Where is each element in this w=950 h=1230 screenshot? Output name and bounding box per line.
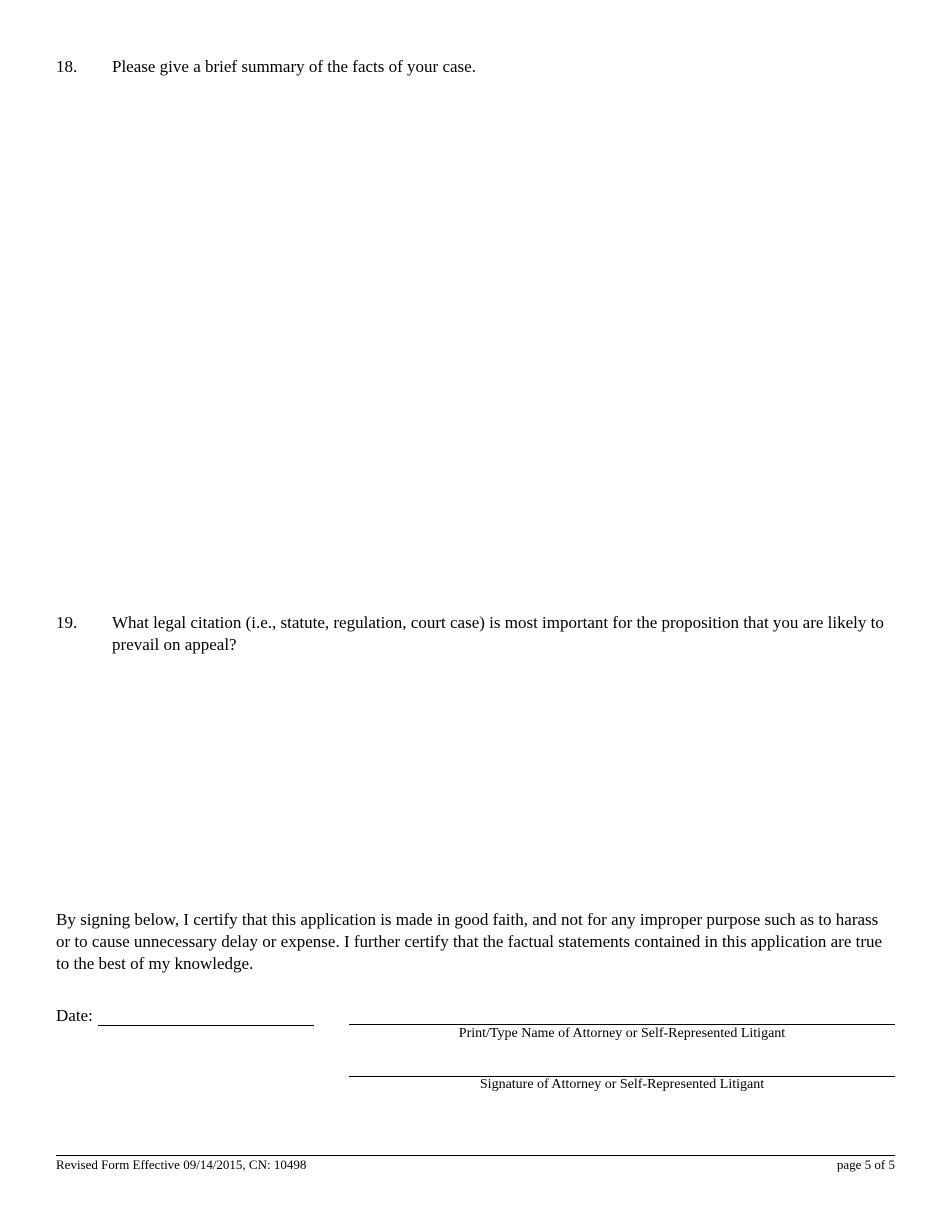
question-18 bbox=[56, 56, 894, 78]
answer-area-18[interactable] bbox=[112, 86, 894, 586]
question-19 bbox=[56, 612, 894, 656]
signature-caption: Signature of Attorney or Self-Represented Litigant bbox=[479, 1077, 765, 1092]
question-number: 19. bbox=[56, 613, 78, 632]
question-text: Please give a brief summary of the facts of your case. bbox=[112, 57, 476, 76]
question-text: What legal citation (i.e., statute, regulation, court case) is most important for the proposition that you are likely to prevail on appeal? bbox=[112, 613, 884, 654]
footer-page-number: page 5 of 5 bbox=[836, 1157, 895, 1172]
certification-statement: By signing below, I certify that this application is made in good faith, and not for any improper purpose such as to harass or to cause unnecessary delay or expense. I further certify that the factual statements contained in this application are true to the best of my knowledge. bbox=[56, 910, 883, 973]
footer-form-revision: Revised Form Effective 09/14/2015, CN: 10498 bbox=[56, 1157, 307, 1172]
date-field[interactable] bbox=[98, 1025, 314, 1026]
printed-name-caption: Print/Type Name of Attorney or Self-Represented Litigant bbox=[458, 1026, 786, 1041]
date-label: Date: bbox=[56, 1006, 93, 1025]
footer-divider bbox=[56, 1155, 895, 1156]
answer-area-19[interactable] bbox=[112, 664, 894, 894]
question-number: 18. bbox=[56, 57, 78, 76]
